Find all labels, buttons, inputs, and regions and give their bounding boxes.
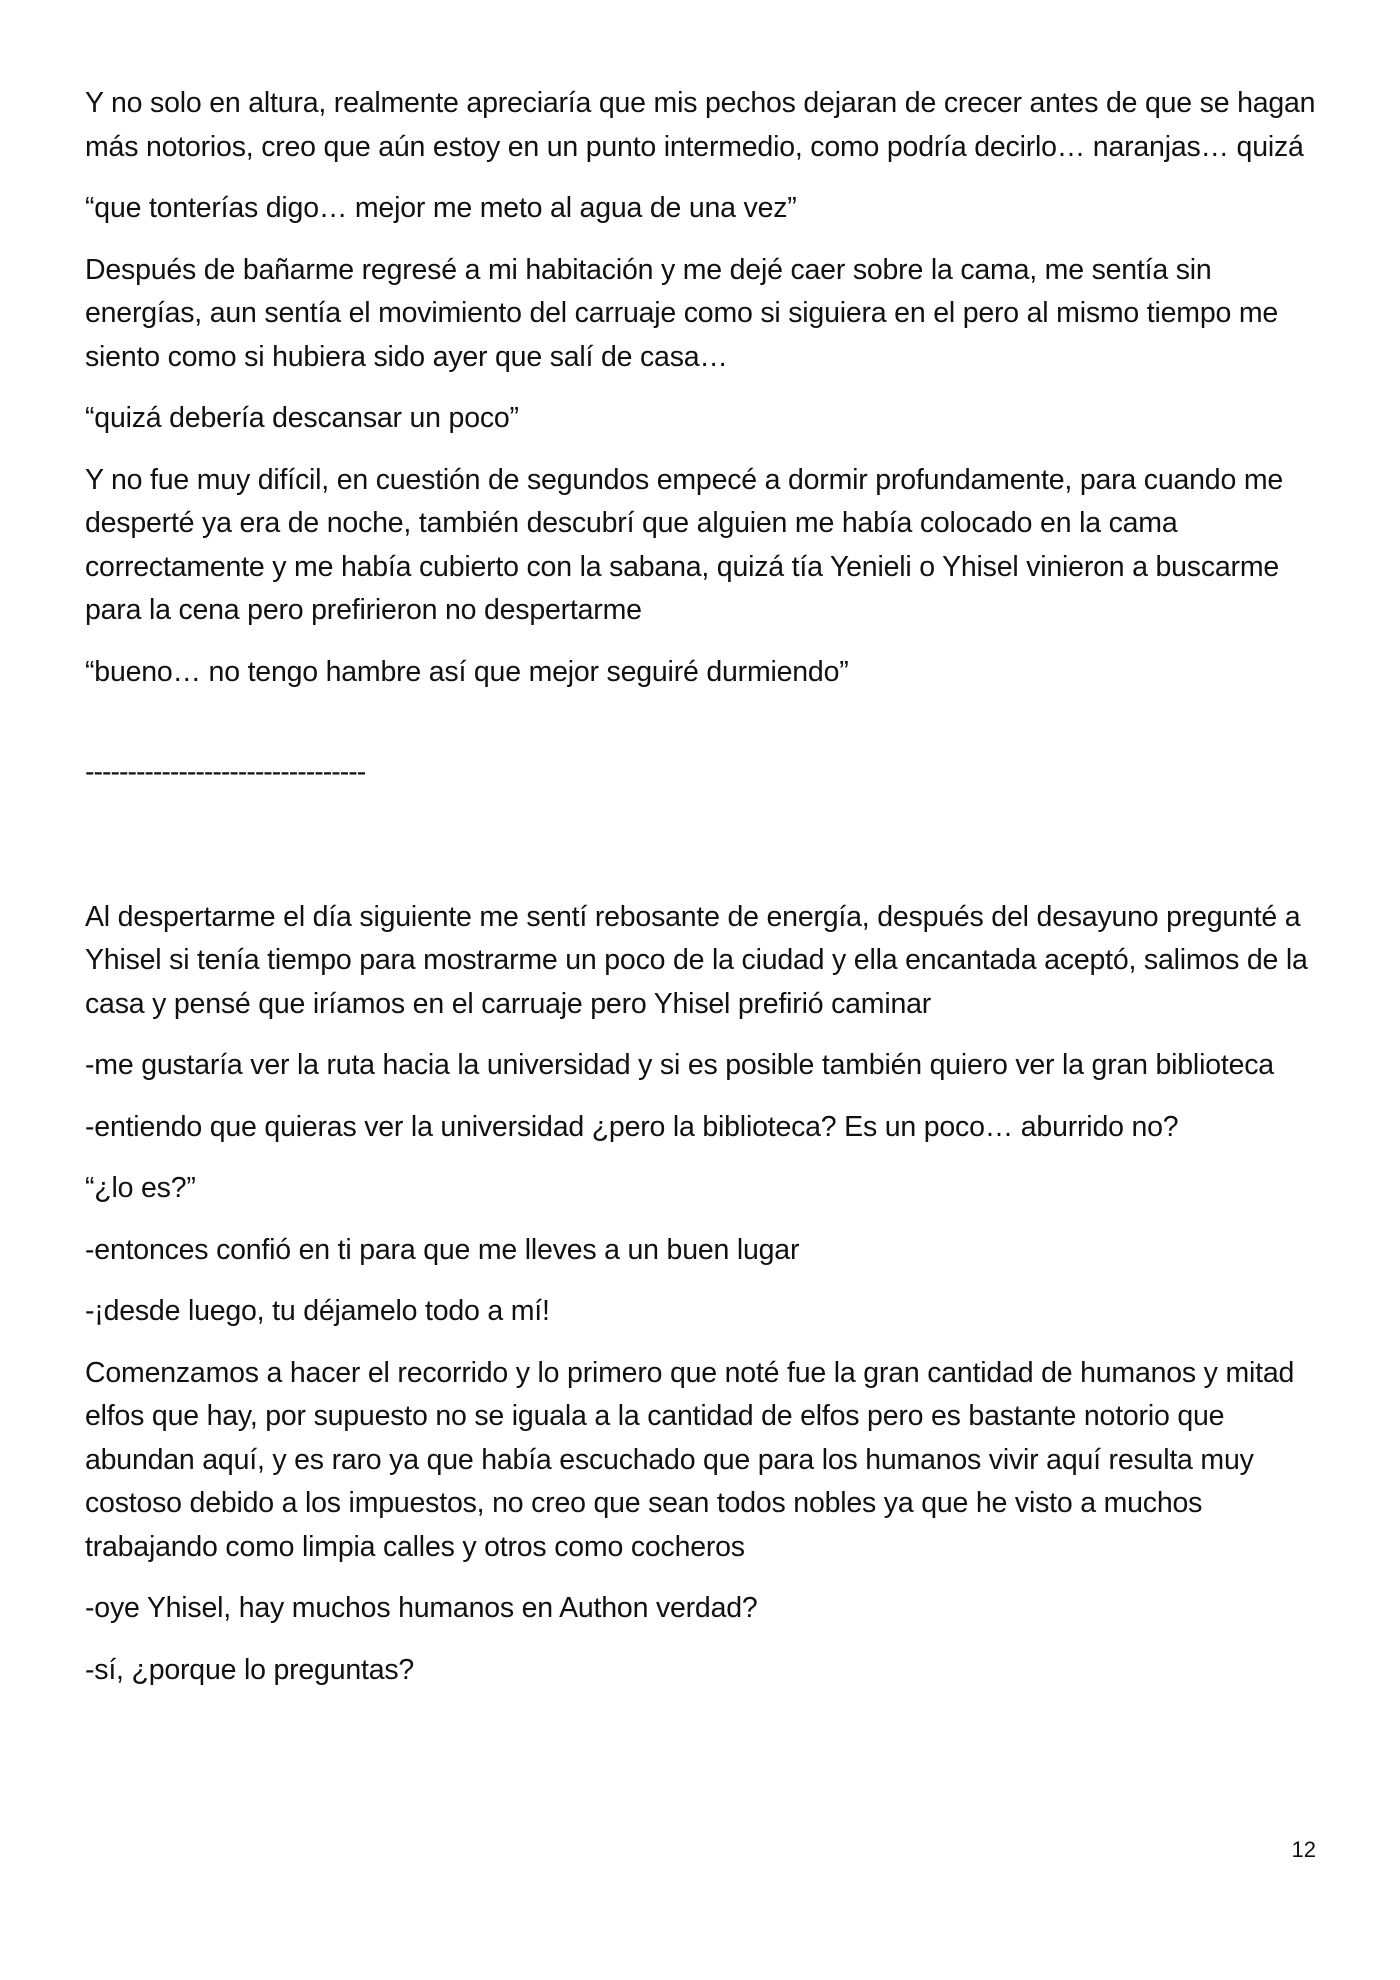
- paragraph: -entonces confió en ti para que me lleves a un buen lugar: [85, 1233, 800, 1266]
- paragraph: -oye Yhisel, hay muchos humanos en Authon verdad?: [85, 1592, 758, 1624]
- document-page: [85, 82, 1317, 1710]
- section-separator: ---------------------------------: [85, 756, 366, 788]
- paragraph: “¿lo es?”: [85, 1172, 196, 1204]
- page-number: 12: [1291, 1837, 1316, 1862]
- paragraph: -me gustaría ver la ruta hacia la universidad y si es posible también quiero ver la gran biblioteca: [85, 1049, 1274, 1081]
- paragraph: -sí, ¿porque lo preguntas?: [85, 1653, 415, 1686]
- paragraph: Comenzamos a hacer el recorrido y lo primero que noté fue la gran cantidad de humanos y mitad elfos que hay, por supuesto no se iguala a la cantidad de elfos pero es bastante notorio que abundan aquí, y es raro ya que había escuchado que para los humanos vivir aquí resulta muy costoso debido a los impuestos, no creo que sean todos nobles ya que he visto a muchos trabajando como limpia calles y otros como cocheros: [85, 1356, 1295, 1563]
- paragraph: Al despertarme el día siguiente me sentí rebosante de energía, después del desayuno pregunté a Yhisel si tenía tiempo para mostrarme un poco de la ciudad y ella encantada aceptó, salimos de la casa y pensé que iríamos en el carruaje pero Yhisel prefirió caminar: [85, 900, 1308, 1020]
- paragraph: “quizá debería descansar un poco”: [85, 402, 519, 434]
- paragraph: -¡desde luego, tu déjamelo todo a mí!: [85, 1295, 550, 1327]
- paragraph: -entiendo que quieras ver la universidad ¿pero la biblioteca? Es un poco… aburrido no?: [85, 1110, 1179, 1143]
- paragraph: Y no solo en altura, realmente apreciaría que mis pechos dejaran de crecer antes de que se hagan más notorios, creo que aún estoy en un punto intermedio, como podría decirlo… naranjas… quizá: [85, 87, 1316, 163]
- paragraph: Y no fue muy difícil, en cuestión de segundos empecé a dormir profundamente, para cuando me desperté ya era de noche, también descubrí que alguien me había colocado en la cama correctamente y me había cubierto con la sabana, quizá tía Yenieli o Yhisel vinieron a buscarme para la cena pero prefirieron no despertarme: [85, 463, 1284, 626]
- paragraph: “bueno… no tengo hambre así que mejor seguiré durmiendo”: [85, 655, 849, 688]
- paragraph: “que tonterías digo… mejor me meto al agua de una vez”: [85, 192, 797, 224]
- paragraph: Después de bañarme regresé a mi habitación y me dejé caer sobre la cama, me sentía sin energías, aun sentía el movimiento del carruaje como si siguiera en el pero al mismo tiempo me siento como si hubiera sido ayer que salí de casa…: [85, 253, 1279, 373]
